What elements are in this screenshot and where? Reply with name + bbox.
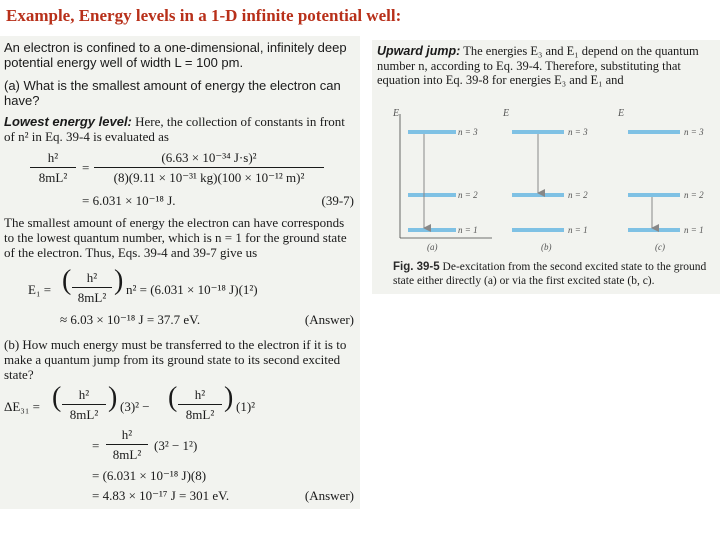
de1-denominator-2: 8mL²	[185, 407, 215, 422]
lowest-energy-paragraph	[4, 114, 356, 144]
panel-b-n3-label: n = 3	[568, 127, 588, 137]
e1-open-paren: (	[62, 265, 72, 296]
panel-b-n2-label: n = 2	[568, 190, 588, 200]
lowest-energy-text: Here, the collection of constants in front of n² in Eq. 39-4 is evaluated as	[4, 114, 345, 144]
upward-jump-label: Upward jump:	[377, 44, 461, 58]
eq7-lhs-denominator: 8mL²	[38, 170, 68, 185]
e1-fraction-bar	[72, 287, 112, 288]
de1-numerator-2: h²	[194, 387, 206, 402]
panel-c-n1-label: n = 1	[684, 225, 704, 235]
energy-level-diagram	[372, 104, 720, 254]
panel-a-n3-label: n = 3	[458, 127, 478, 137]
de1-numerator-1: h²	[78, 387, 90, 402]
de2-denominator: 8mL²	[112, 447, 142, 462]
panel-c	[617, 108, 704, 252]
question-a: (a) What is the smallest amount of energy the electron can have?	[4, 78, 341, 108]
de1-close-paren-2: )	[224, 382, 234, 413]
e1-close-paren: )	[114, 265, 124, 296]
de1-end: (1)²	[236, 399, 256, 414]
eq7-equals: =	[82, 160, 90, 175]
panel-c-n3-label: n = 3	[684, 127, 704, 137]
de1-fraction-bar-1	[62, 404, 106, 405]
lowest-energy-label: Lowest energy level:	[4, 114, 132, 129]
de2-equals: =	[92, 438, 100, 453]
de1-open-paren-2: (	[168, 382, 178, 413]
smallest-energy-paragraph: The smallest amount of energy the electron can have corresponds to the lowest quantum number, which is n = 1 for the ground state of the electron. Thus, Eqs. 39-4 and 39-7 give us	[4, 215, 347, 260]
de2-fraction-bar	[106, 444, 148, 445]
e1-rhs: n² = (6.031 × 10⁻¹⁸ J)(1²)	[126, 282, 258, 297]
figure-caption-text: De-excitation from the second excited state to the ground state either directly (a) or via the first excited state (b, c).	[393, 261, 707, 287]
panel-c-caption-label: (c)	[655, 242, 665, 252]
eq7-rhs-numerator: (6.63 × 10⁻³⁴ J·s)²	[161, 150, 257, 165]
de3-line: = (6.031 × 10⁻¹⁸ J)(8)	[92, 468, 207, 483]
eq7-rhs-denominator: (8)(9.11 × 10⁻³¹ kg)(100 × 10⁻¹² m)²	[113, 170, 305, 185]
panel-a-axis-label: E	[393, 108, 400, 119]
panel-a-n1-label: n = 1	[458, 225, 478, 235]
answer-b: (Answer)	[304, 488, 354, 503]
de1-close-paren-1: )	[108, 382, 118, 413]
panel-b-axis-label: E	[503, 108, 510, 119]
panel-c-axis-label: E	[618, 108, 625, 119]
slide-title: Example, Energy levels in a 1-D infinite potential well:	[6, 6, 402, 25]
eq7-result: = 6.031 × 10⁻¹⁸ J.	[82, 193, 176, 208]
panel-b-n1-label: n = 1	[568, 225, 588, 235]
panel-c-n2-label: n = 2	[684, 190, 704, 200]
delta-e-lhs: ΔE₃₁ =	[4, 399, 40, 414]
right-textbook-column	[372, 40, 720, 294]
left-textbook-column	[0, 36, 360, 509]
figure-label: Fig. 39-5	[393, 261, 440, 273]
eq7-number: (39-7)	[321, 193, 354, 208]
e1-denominator: 8mL²	[77, 290, 107, 305]
de1-fraction-bar-2	[178, 404, 222, 405]
panel-b	[502, 108, 588, 252]
question-b: (b) How much energy must be transferred to the electron if it is to make a quantum jump from its ground state to its second excited state?	[4, 337, 347, 382]
de1-denominator-1: 8mL²	[69, 407, 99, 422]
de4-line: = 4.83 × 10⁻¹⁷ J = 301 eV.	[92, 488, 230, 503]
upward-jump-paragraph	[377, 44, 717, 88]
e1-approx: ≈ 6.03 × 10⁻¹⁸ J = 37.7 eV.	[60, 312, 201, 327]
de1-middle: (3)² −	[120, 399, 150, 414]
upward-jump-text: The energies E₃ and E₁ depend on the quantum number n, according to Eq. 39-4. Therefore, substituting that equation into Eq. 39-8 for energies E₃ and E₁ and	[377, 44, 699, 87]
de2-numerator: h²	[121, 427, 133, 442]
panel-a-caption-label: (a)	[427, 242, 438, 252]
figure-caption	[393, 260, 713, 288]
panel-b-caption-label: (b)	[541, 242, 552, 252]
eq7-lhs-fraction-bar	[30, 167, 76, 168]
panel-a-n2-label: n = 2	[458, 190, 478, 200]
intro-text: An electron is confined to a one-dimensional, infinitely deep potential energy well of width L = 100 pm.	[4, 40, 347, 70]
de2-rest: (3² − 1²)	[154, 438, 198, 453]
e1-numerator: h²	[86, 270, 98, 285]
de1-open-paren-1: (	[52, 382, 62, 413]
panel-a	[392, 108, 492, 252]
e1-lhs: E₁ =	[28, 282, 52, 297]
answer-a: (Answer)	[304, 312, 354, 327]
eq7-lhs-numerator: h²	[47, 150, 59, 165]
eq7-rhs-fraction-bar	[94, 167, 324, 168]
